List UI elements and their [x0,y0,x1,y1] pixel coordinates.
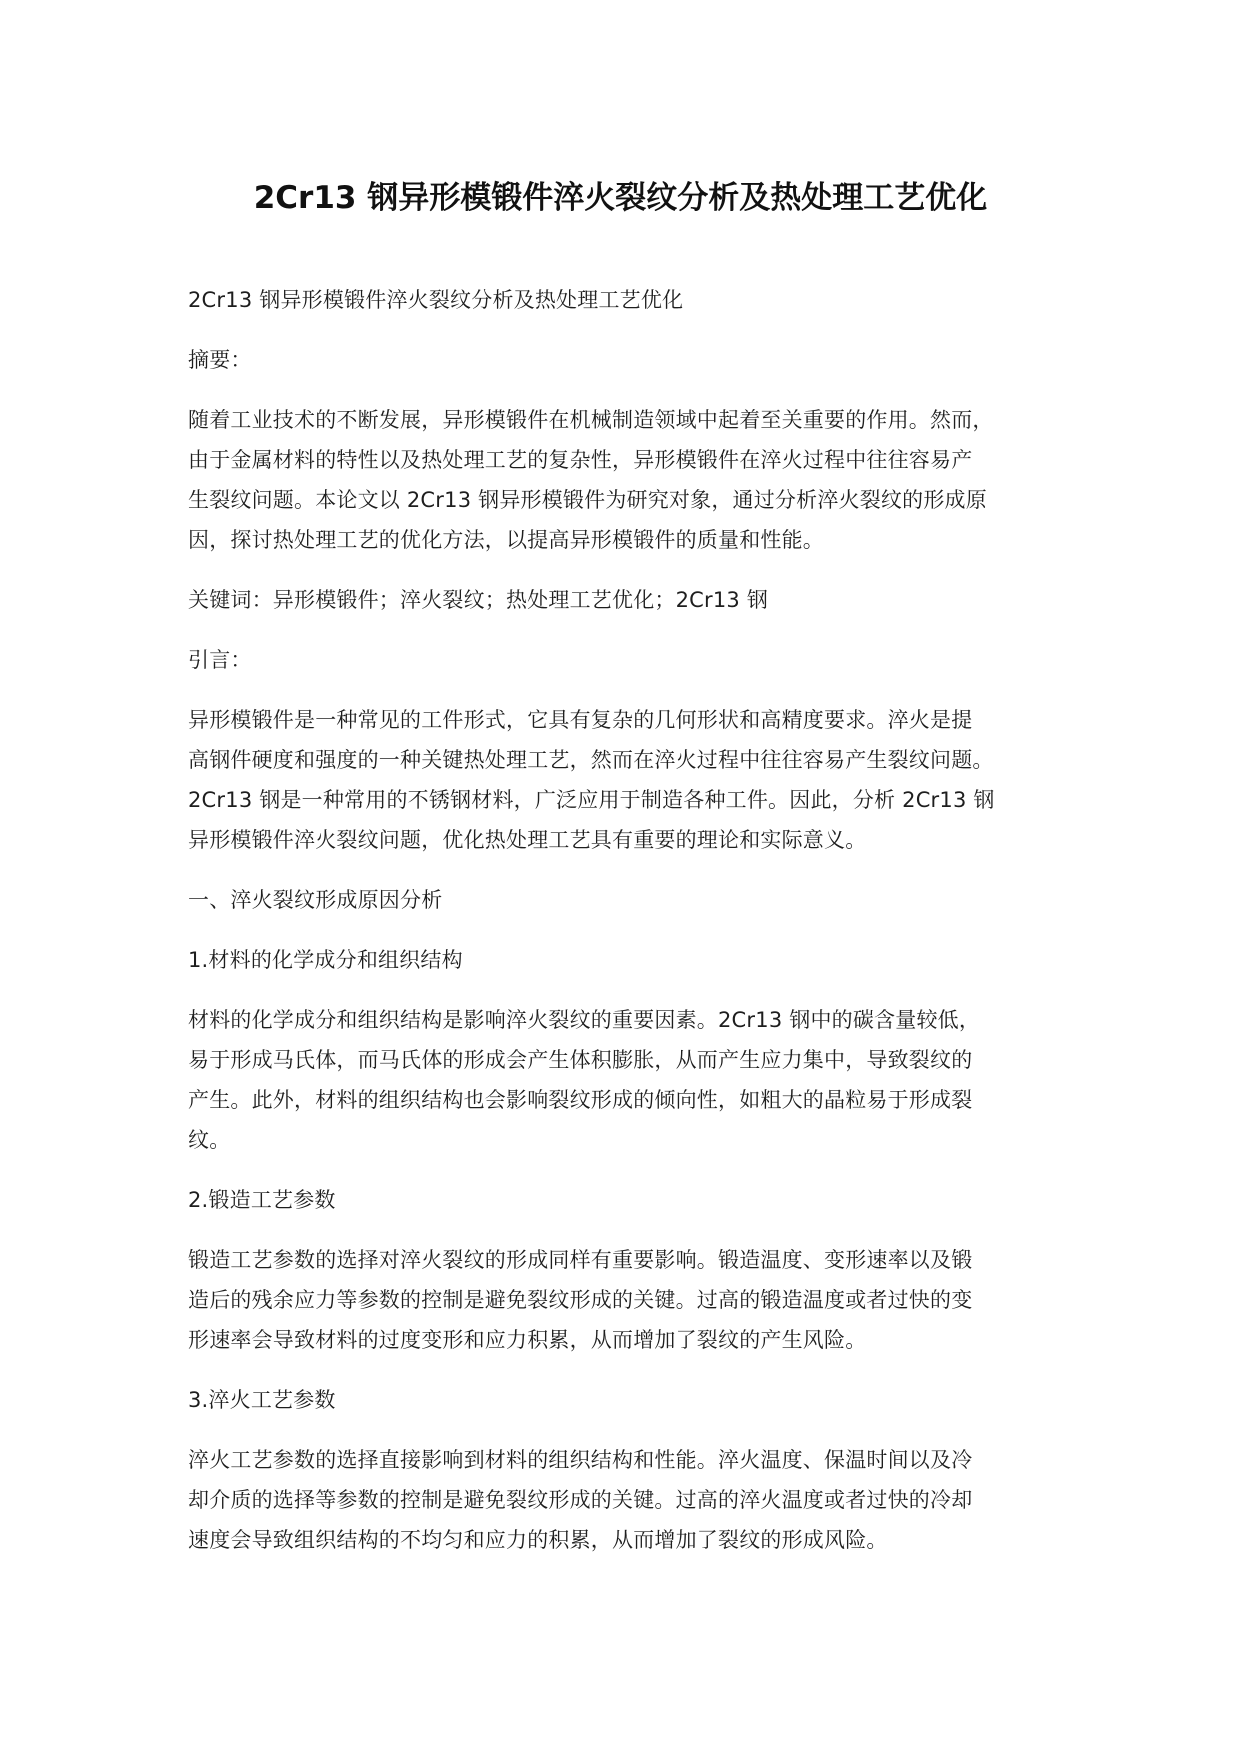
abstract-line: 随着工业技术的不断发展，异形模锻件在机械制造领域中起着至关重要的作用。然而， [188,408,994,432]
section1-heading: 一、淬火裂纹形成原因分析 [188,888,443,912]
document-body [188,280,1080,1580]
sub1-line: 纹。 [188,1128,231,1152]
intro-line: 2Cr13 钢是一种常用的不锈钢材料，广泛应用于制造各种工件。因此，分析 2Cr13 钢 [188,788,995,812]
sub2-line: 形速率会导致材料的过度变形和应力积累，从而增加了裂纹的产生风险。 [188,1328,867,1352]
abstract-line: 由于金属材料的特性以及热处理工艺的复杂性，异形模锻件在淬火过程中往往容易产 [188,448,973,472]
document-title: 2Cr13 钢异形模锻件淬火裂纹分析及热处理工艺优化 [253,180,988,216]
sub2-paragraph [188,1240,1080,1360]
sub2-line: 造后的残余应力等参数的控制是避免裂纹形成的关键。过高的锻造温度或者过快的变 [188,1288,973,1312]
intro-paragraph [188,700,1080,860]
sub3-heading: 3.淬火工艺参数 [188,1388,336,1412]
intro-line: 异形模锻件是一种常见的工件形式，它具有复杂的几何形状和高精度要求。淬火是提 [188,708,973,732]
keywords: 关键词：异形模锻件；淬火裂纹；热处理工艺优化；2Cr13 钢 [188,588,769,612]
abstract-paragraph [188,400,1080,560]
sub3-line: 淬火工艺参数的选择直接影响到材料的组织结构和性能。淬火温度、保温时间以及冷 [188,1448,973,1472]
intro-heading: 引言： [188,648,252,672]
sub1-paragraph [188,1000,1080,1160]
sub2-heading: 2.锻造工艺参数 [188,1188,336,1212]
abstract-heading: 摘要： [188,348,252,372]
sub1-heading: 1.材料的化学成分和组织结构 [188,948,463,972]
sub1-line: 产生。此外，材料的组织结构也会影响裂纹形成的倾向性，如粗大的晶粒易于形成裂 [188,1088,973,1112]
sub1-line: 材料的化学成分和组织结构是影响淬火裂纹的重要因素。2Cr13 钢中的碳含量较低， [188,1008,981,1032]
abstract-line: 因，探讨热处理工艺的优化方法，以提高异形模锻件的质量和性能。 [188,528,824,552]
sub3-paragraph [188,1440,1080,1560]
intro-line: 高钢件硬度和强度的一种关键热处理工艺，然而在淬火过程中往往容易产生裂纹问题。 [188,748,994,772]
sub3-line: 却介质的选择等参数的控制是避免裂纹形成的关键。过高的淬火温度或者过快的冷却 [188,1488,973,1512]
sub2-line: 锻造工艺参数的选择对淬火裂纹的形成同样有重要影响。锻造温度、变形速率以及锻 [188,1248,973,1272]
sub1-line: 易于形成马氏体，而马氏体的形成会产生体积膨胀，从而产生应力集中，导致裂纹的 [188,1048,973,1072]
sub3-line: 速度会导致组织结构的不均匀和应力的积累，从而增加了裂纹的形成风险。 [188,1528,888,1552]
abstract-line: 生裂纹问题。本论文以 2Cr13 钢异形模锻件为研究对象，通过分析淬火裂纹的形成原 [188,488,987,512]
intro-line: 异形模锻件淬火裂纹问题，优化热处理工艺具有重要的理论和实际意义。 [188,828,867,852]
subtitle: 2Cr13 钢异形模锻件淬火裂纹分析及热处理工艺优化 [188,288,684,312]
